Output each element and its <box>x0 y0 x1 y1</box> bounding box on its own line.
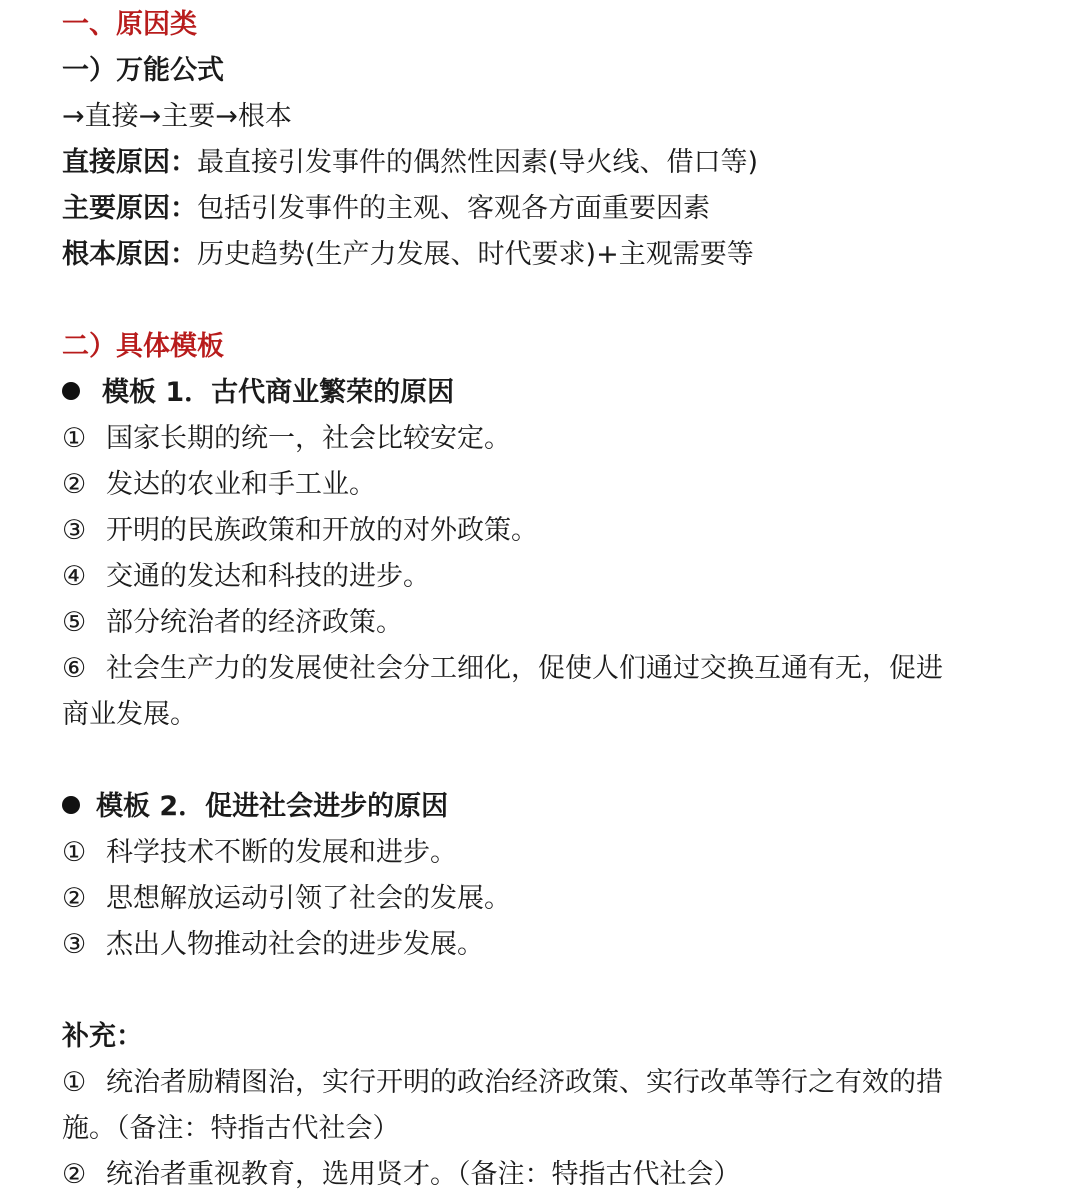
template-1-heading <box>62 370 1040 416</box>
item-number: ② <box>62 1159 87 1190</box>
item-number: ③ <box>62 515 87 546</box>
spacer <box>62 738 1040 784</box>
list-item <box>62 646 1040 692</box>
formula-line: →直接→主要→根本 <box>62 101 292 132</box>
item-text: 杰出人物推动社会的进步发展。 <box>106 929 484 960</box>
list-item <box>62 508 1040 554</box>
list-item <box>62 1060 1040 1106</box>
item-text: 部分统治者的经济政策。 <box>106 607 403 638</box>
list-item <box>62 922 1040 968</box>
supplement-heading: 补充： <box>62 1021 143 1052</box>
item-text: 交通的发达和科技的进步。 <box>106 561 430 592</box>
spacer <box>62 968 1040 1014</box>
list-item <box>62 876 1040 922</box>
template-2-heading <box>62 784 1040 830</box>
list-item-continuation: 商业发展。 <box>62 699 197 730</box>
list-item <box>62 462 1040 508</box>
list-item <box>62 830 1040 876</box>
cause-row-direct <box>62 140 1040 186</box>
item-text: 社会生产力的发展使社会分工细化，促使人们通过交换互通有无，促进 <box>106 653 943 684</box>
cause-label: 根本原因： <box>62 239 197 270</box>
item-number: ① <box>62 837 87 868</box>
item-number: ② <box>62 469 87 500</box>
formula-subtitle: 一）万能公式 <box>62 55 224 86</box>
spacer <box>62 278 1040 324</box>
item-text: 统治者励精图治，实行开明的政治经济政策、实行改革等行之有效的措 <box>106 1067 943 1098</box>
item-number: ⑤ <box>62 607 87 638</box>
bullet-icon <box>62 796 80 814</box>
cause-text: 包括引发事件的主观、客观各方面重要因素 <box>197 193 710 224</box>
item-number: ① <box>62 1067 87 1098</box>
item-text: 国家长期的统一，社会比较安定。 <box>106 423 511 454</box>
cause-text: 历史趋势(生产力发展、时代要求)+主观需要等 <box>197 239 754 270</box>
item-text: 思想解放运动引领了社会的发展。 <box>106 883 511 914</box>
list-item <box>62 554 1040 600</box>
item-number: ⑥ <box>62 653 87 684</box>
item-text: 科学技术不断的发展和进步。 <box>106 837 457 868</box>
bullet-icon <box>62 382 80 400</box>
list-item <box>62 600 1040 646</box>
cause-text: 最直接引发事件的偶然性因素(导火线、借口等) <box>197 147 759 178</box>
list-item-continuation: 施。（备注：特指古代社会） <box>62 1113 400 1144</box>
cause-label: 直接原因： <box>62 147 197 178</box>
list-item <box>62 416 1040 462</box>
item-number: ④ <box>62 561 87 592</box>
cause-label: 主要原因： <box>62 193 197 224</box>
list-item <box>62 1152 1040 1198</box>
section-2-title: 二）具体模板 <box>62 331 224 362</box>
document-page <box>0 2 1080 1198</box>
item-text: 发达的农业和手工业。 <box>106 469 376 500</box>
cause-row-root <box>62 232 1040 278</box>
template-heading-text: 模板 1．古代商业繁荣的原因 <box>102 377 455 408</box>
item-number: ③ <box>62 929 87 960</box>
item-text: 统治者重视教育，选用贤才。（备注：特指古代社会） <box>106 1159 741 1190</box>
item-number: ① <box>62 423 87 454</box>
template-heading-text: 模板 2．促进社会进步的原因 <box>96 791 449 822</box>
item-text: 开明的民族政策和开放的对外政策。 <box>106 515 538 546</box>
section-1-title: 一、原因类 <box>62 9 197 40</box>
item-number: ② <box>62 883 87 914</box>
cause-row-main <box>62 186 1040 232</box>
